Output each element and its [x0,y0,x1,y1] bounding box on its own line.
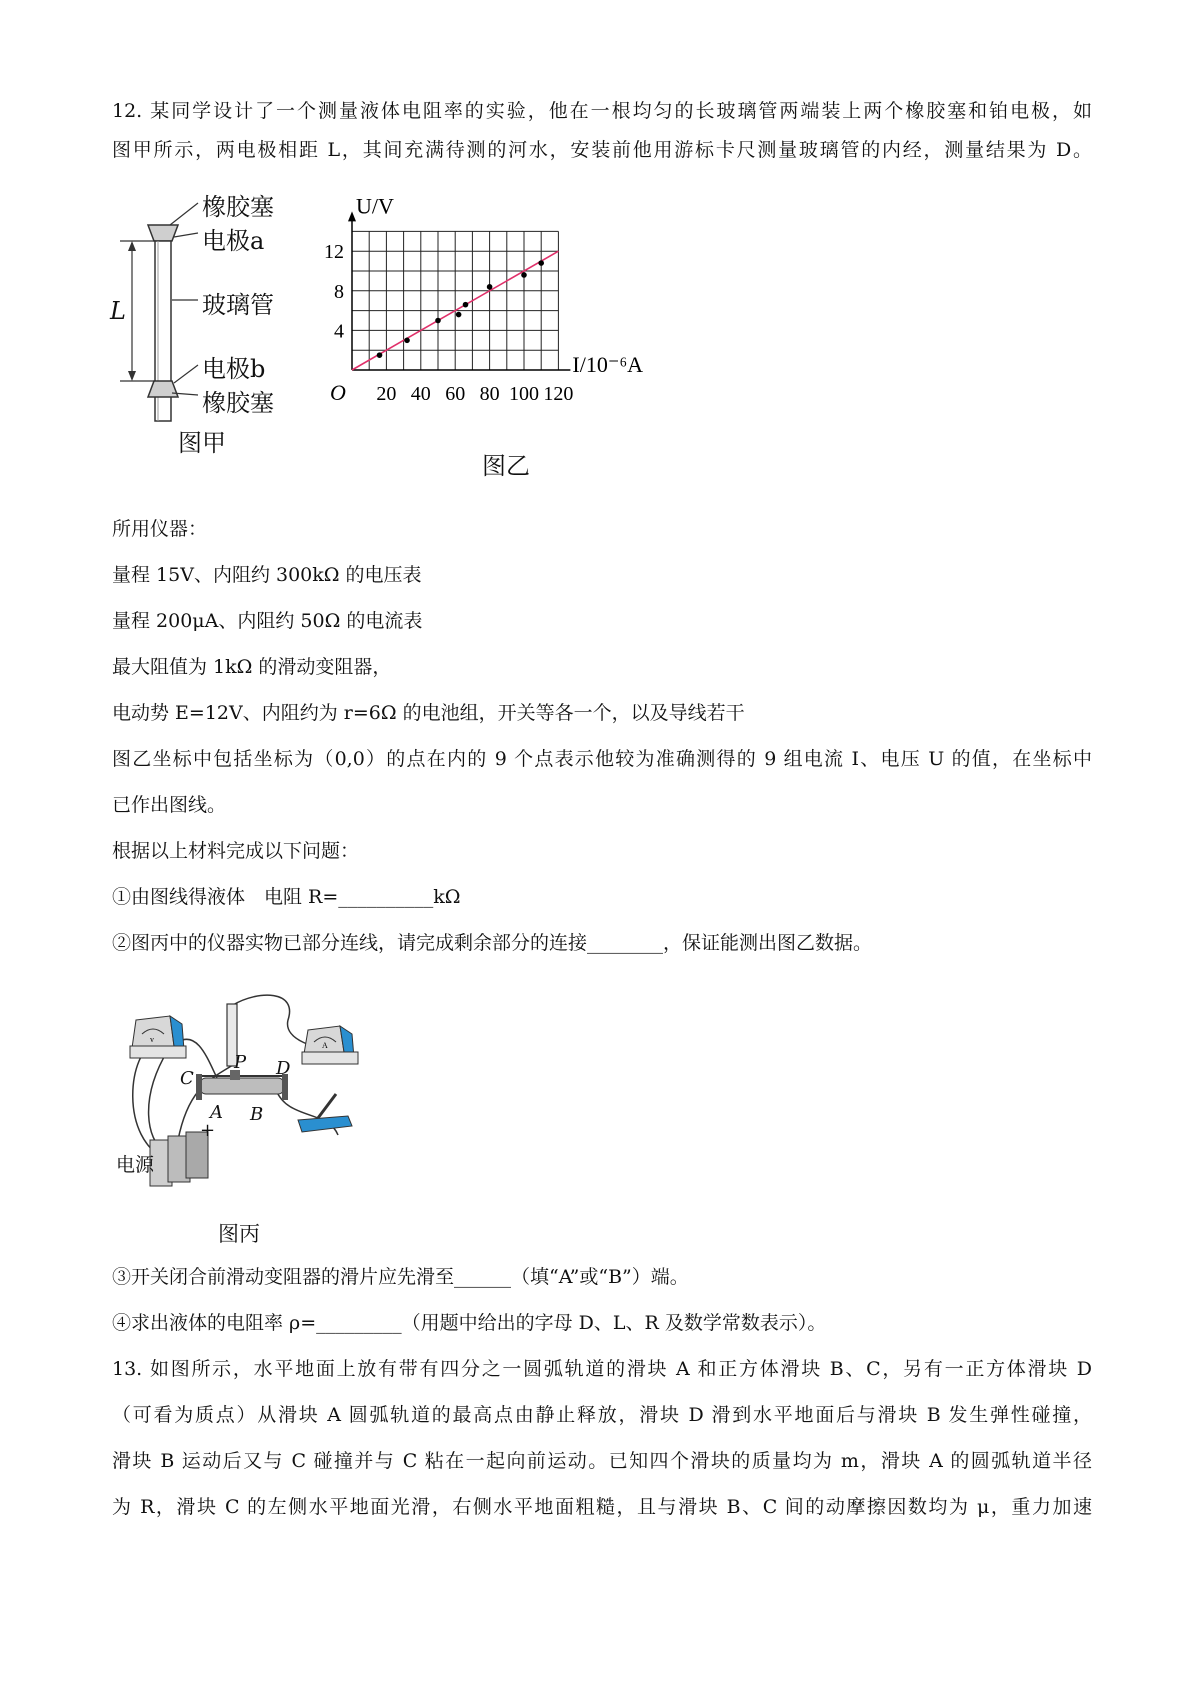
y-tick-label: 12 [324,241,344,264]
label-stopper-top: 橡胶塞 [202,193,274,221]
q12-ask: 根据以上材料完成以下问题： [112,840,360,862]
q13-line1: 13. 如图所示，水平地面上放有带有四分之一圆弧轨道的滑块 A 和正方体滑块 B、C，另有一正方体滑块 D [112,1358,1092,1380]
svg-text:v: v [150,1035,154,1044]
origin-label: O [330,380,346,405]
label-stopper-bottom: 橡胶塞 [202,389,274,417]
q13-line4: 为 R，滑块 C 的左侧水平地面光滑，右侧水平地面粗糙，且与滑块 B、C 间的动摩擦因数均为 μ，重力加速 [112,1496,1092,1518]
stopper-bottom-shape [148,381,178,397]
instruments-title: 所用仪器： [112,518,208,540]
voltmeter-shape [130,1016,186,1058]
x-axis-label: I/10⁻⁶A [572,352,644,377]
rheostat-shape [196,1070,288,1100]
instrument-rheostat: 最大阻值为 1kΩ 的滑动变阻器， [112,656,392,678]
x-tick-label: 60 [445,383,466,405]
q12-line1: 12. 某同学设计了一个测量液体电阻率的实验，他在一根均匀的长玻璃管两端装上两个橡胶塞和铂电极，如 [112,100,1092,122]
figure-yi [324,193,710,490]
data-point [404,338,410,344]
x-tick-label: 100 [509,383,539,405]
q12-part2: ②图丙中的仪器实物已部分连线，请完成剩余部分的连接________，保证能测出图乙数据。 [112,932,873,954]
data-point [456,312,462,318]
data-point [538,260,544,266]
label-c: C [180,1068,194,1089]
ammeter-shape [302,1026,358,1064]
instrument-voltmeter: 量程 15V、内阻约 300kΩ 的电压表 [112,564,422,586]
label-p: P [234,1052,247,1073]
y-axis-label: U/V [356,193,394,219]
q13-line2: （可看为质点）从滑块 A 圆弧轨道的最高点由静止释放，滑块 D 滑到水平地面后与滑块 B 发生弹性碰撞， [112,1404,1092,1426]
data-point [463,302,469,308]
q12-line2: 图甲所示，两电极相距 L，其间充满待测的河水，安装前他用游标卡尺测量玻璃管的内经，测量结果为 D。 [112,139,1092,161]
instrument-ammeter: 量程 200μA、内阻约 50Ω 的电流表 [112,610,423,632]
data-point [377,352,383,358]
instrument-battery: 电动势 E=12V、内阻约为 r=6Ω 的电池组，开关等各一个，以及导线若干 [112,702,745,724]
label-length: L [110,297,126,325]
caption-bing: 图丙 [218,1222,260,1246]
data-point [521,272,527,278]
label-tube: 玻璃管 [202,291,274,319]
q13-line3: 滑块 B 运动后又与 C 碰撞并与 C 粘在一起向前运动。已知四个滑块的质量均为 m，滑块 A 的圆弧轨道半径 [112,1450,1092,1472]
y-tick-label: 4 [334,320,344,343]
label-b: B [250,1104,264,1125]
figure-jia [100,185,320,455]
q12-part1: ①由图线得液体 电阻 R=__________kΩ [112,886,461,908]
label-plus: + [200,1120,216,1141]
label-a: A [210,1102,223,1123]
q12-part3: ③开关闭合前滑动变阻器的滑片应先滑至______（填“A”或“B”）端。 [112,1266,689,1288]
circuit-photo [108,990,408,1210]
q12-part4: ④求出液体的电阻率 ρ=_________（用题中给出的字母 D、L、R 及数学常数表示）。 [112,1312,827,1334]
x-tick-label: 20 [376,383,397,405]
caption-yi: 图乙 [482,452,530,480]
label-d: D [276,1058,291,1079]
svg-text:A: A [322,1041,328,1050]
figure-bing [108,990,408,1250]
caption-jia: 图甲 [178,429,226,457]
label-power: 电源 [116,1154,155,1176]
data-point [487,284,493,290]
label-electrode-b: 电极b [202,355,266,383]
y-axis-arrow [348,211,356,221]
x-tick-label: 40 [410,383,431,405]
data-point [435,318,441,324]
label-electrode-a: 电极a [202,227,265,255]
iu-chart [324,193,710,430]
stopper-top-shape [148,225,178,241]
q12-desc1: 图乙坐标中包括坐标为（0,0）的点在内的 9 个点表示他较为准确测得的 9 组电流 I、电压 U 的值，在坐标中 [112,748,1092,770]
x-tick-label: 120 [543,383,574,405]
y-tick-label: 8 [334,280,344,303]
q12-desc2: 已作出图线。 [112,794,227,816]
x-tick-label: 80 [479,383,500,405]
